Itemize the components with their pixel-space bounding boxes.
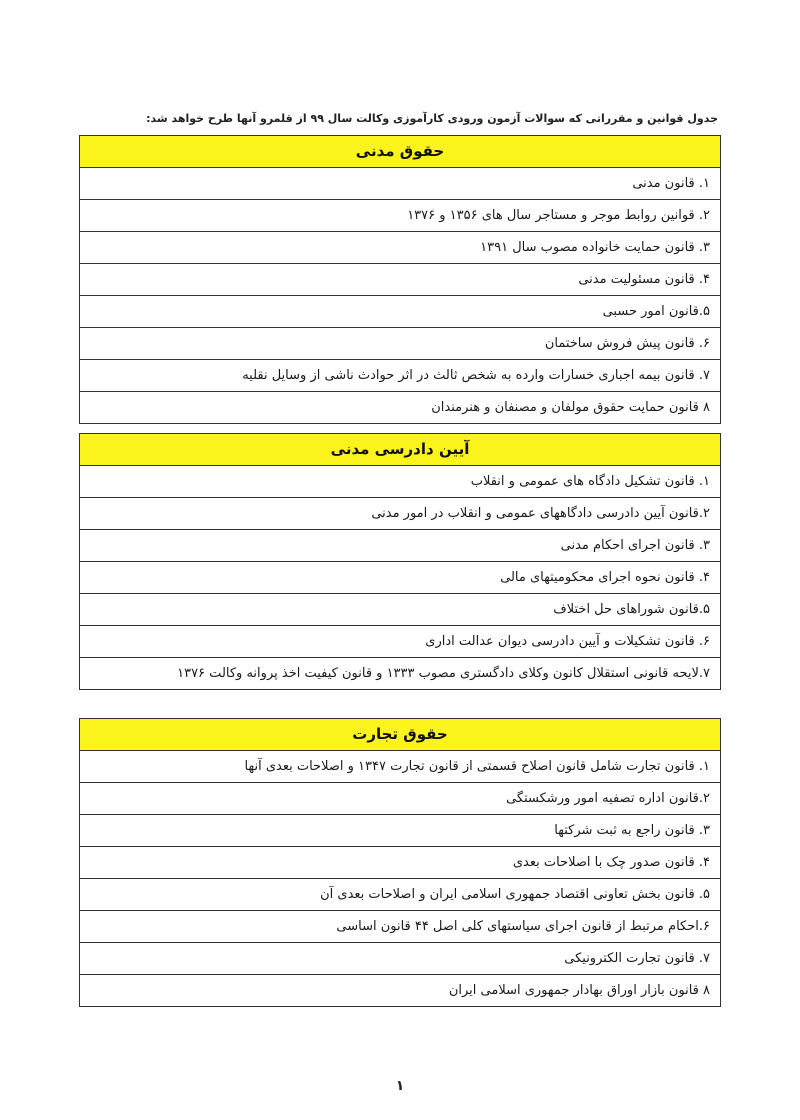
list-item: ۳. قانون اجرای احکام مدنی — [80, 530, 720, 562]
list-item: ۵. قانون بخش تعاونی اقتصاد جمهوری اسلامی ایران و اصلاحات بعدی آن — [80, 879, 720, 911]
list-item: ۲.قانون آیین دادرسی دادگاههای عمومی و انقلاب در امور مدنی — [80, 498, 720, 530]
list-item: ۱. قانون مدنی — [80, 168, 720, 200]
list-item: ۴. قانون صدور چک با اصلاحات بعدی — [80, 847, 720, 879]
table-civil-law — [79, 135, 721, 424]
list-item: ۵.قانون شوراهای حل اختلاف — [80, 594, 720, 626]
list-item: ۴. قانون مسئولیت مدنی — [80, 264, 720, 296]
list-item: ۱. قانون تجارت شامل قانون اصلاح قسمتی از قانون تجارت ۱۳۴۷ و اصلاحات بعدی آنها — [80, 751, 720, 783]
section-title: حقوق مدنی — [80, 136, 720, 168]
list-item: ۷.لایحه قانونی استقلال کانون وکلای دادگستری مصوب ۱۳۳۳ و قانون کیفیت اخذ پروانه وکالت ۱۳۷۶ — [177, 666, 710, 681]
intro-text: جدول قوانین و مقرراتی که سوالات آزمون ورودی کارآموزی وکالت سال ۹۹ از قلمرو آنها طرح خواهد شد: — [146, 112, 718, 125]
list-item: ۲. قوانین روابط موجر و مستاجر سال های ۱۳۵۶ و ۱۳۷۶ — [80, 200, 720, 232]
section-title: آیین دادرسی مدنی — [80, 434, 720, 466]
list-item: ۶.احکام مرتبط از قانون اجرای سیاستهای کلی اصل ۴۴ قانون اساسی — [80, 911, 720, 943]
list-item: ۵.قانون امور حسبی — [80, 296, 720, 328]
section-title: حقوق تجارت — [80, 719, 720, 751]
list-item: ۸ قانون حمایت حقوق مولفان و مصنفان و هنرمندان — [431, 400, 710, 415]
page-number: ۱ — [395, 1078, 405, 1094]
list-item: ۷. قانون بیمه اجباری خسارات وارده به شخص ثالث در اثر حوادث ناشی از وسایل نقلیه — [80, 360, 720, 392]
list-item: ۳. قانون حمایت خانواده مصوب سال ۱۳۹۱ — [80, 232, 720, 264]
list-item: ۲.قانون اداره تصفیه امور ورشکستگی — [80, 783, 720, 815]
list-item: ۶. قانون تشکیلات و آیین دادرسی دیوان عدالت اداری — [80, 626, 720, 658]
list-item: ۴. قانون نحوه اجرای محکومیتهای مالی — [80, 562, 720, 594]
list-item: ۸ قانون بازار اوراق بهادار جمهوری اسلامی ایران — [448, 983, 710, 998]
list-item: ۳. قانون راجع به ثبت شرکتها — [80, 815, 720, 847]
list-item: ۷. قانون تجارت الکترونیکی — [80, 943, 720, 975]
list-item: ۱. قانون تشکیل دادگاه های عمومی و انقلاب — [80, 466, 720, 498]
table-commercial-law — [79, 718, 721, 1007]
table-civil-procedure — [79, 433, 721, 690]
list-item: ۶. قانون پیش فروش ساختمان — [80, 328, 720, 360]
